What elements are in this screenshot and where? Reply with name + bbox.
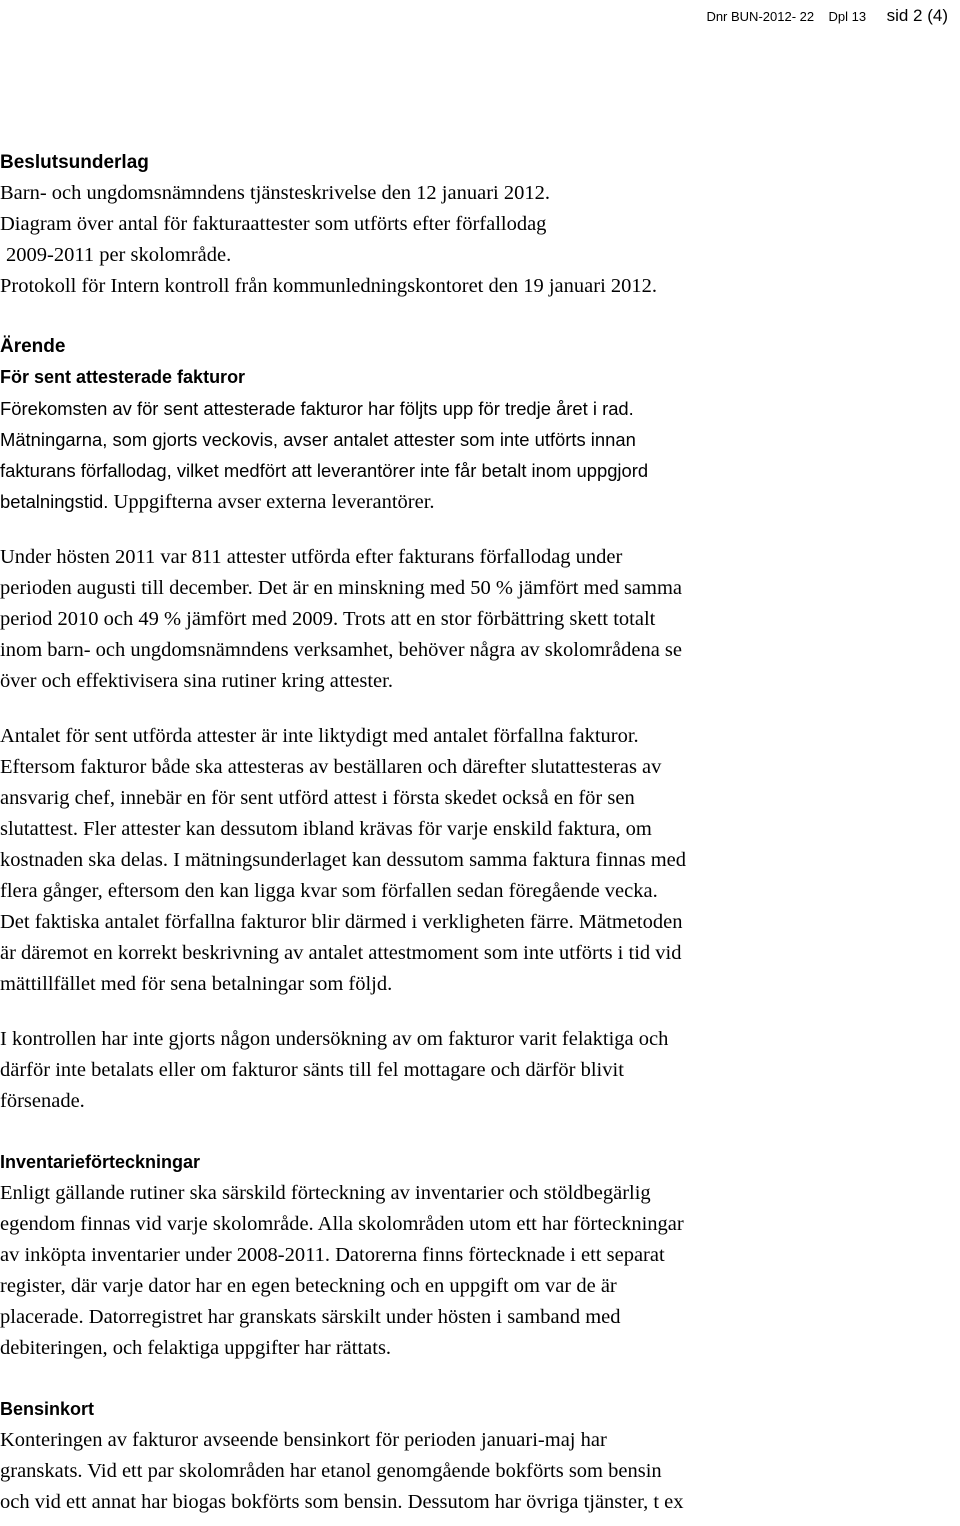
paragraph-inventory	[0, 1178, 950, 1364]
paragraph-line	[0, 486, 950, 518]
paragraph-autumn-2011	[0, 542, 950, 697]
page-header	[706, 6, 948, 26]
beslutsunderlag-item: Protokoll för Intern kontroll från kommunledningskontoret den 19 januari 2012.	[0, 275, 658, 297]
heading-bensinkort: Bensinkort	[0, 1399, 95, 1419]
paragraph-fuel-cards	[0, 1425, 950, 1518]
paragraph-line-part: Det är en minskning med 50 % jämfört med samma	[252, 577, 683, 599]
document-body	[0, 148, 950, 1518]
paragraph-line: över och effektivisera sina rutiner kring attester.	[0, 670, 393, 692]
paragraph-line: I kontrollen har inte gjorts någon undersökning av om fakturor varit felaktiga och	[0, 1028, 669, 1050]
paragraph-line-part: betalningstid.	[0, 491, 109, 512]
paragraph-line: placerade. Datorregistret har granskats särskilt under hösten i samband med	[0, 1306, 621, 1328]
heading-arende: Ärende	[0, 336, 66, 357]
paragraph-attest-count	[0, 721, 950, 1000]
paragraph-line: och vid ett annat har biogas bokförts som bensin. Dessutom har övriga tjänster, t ex	[0, 1491, 684, 1513]
section-bensinkort	[0, 1394, 950, 1518]
paragraph-line: Mätningarna, som gjorts veckovis, avser antalet attester som inte utförts innan	[0, 429, 636, 450]
paragraph-line: Under hösten 2011 var 811 attester utförda efter fakturans förfallodag under	[0, 546, 623, 568]
paragraph-line: därför inte betalats eller om fakturor sänts till fel mottagare och därför blivit	[0, 1059, 624, 1081]
paragraph-line: granskats. Vid ett par skolområden har etanol genomgående bokförts som bensin	[0, 1460, 662, 1482]
paragraph-line-part: period 2010 och 49 % jämfört med 2009.	[0, 608, 339, 630]
paragraph-line: flera gånger, eftersom den kan ligga kvar som förfallen sedan föregående vecka.	[0, 880, 658, 902]
paragraph-line: Antalet för sent utförda attester är inte liktydigt med antalet förfallna fakturor.	[0, 725, 639, 747]
paragraph-line: register, där varje dator har en egen beteckning och en uppgift om var de är	[0, 1275, 617, 1297]
paragraph-line: Det faktiska antalet förfallna fakturor blir därmed i verkligheten färre. Mätmetoden	[0, 911, 683, 933]
page-number: sid 2 (4)	[886, 6, 948, 25]
paragraph-line: försenade.	[0, 1090, 85, 1112]
paragraph-line: Konteringen av fakturor avseende bensinkort för perioden januari-maj har	[0, 1429, 607, 1451]
paragraph-line-part: Trots att en stor förbättring skett totalt	[338, 608, 656, 630]
paragraph-line: slutattest. Fler attester kan dessutom ibland krävas för varje enskild faktura, om	[0, 818, 652, 840]
paragraph-line: av inköpta inventarier under 2008-2011. Datorerna finns förtecknade i ett separat	[0, 1244, 665, 1266]
paragraph-line: Förekomsten av för sent attesterade fakturor har följts upp för tredje året i rad.	[0, 398, 634, 419]
paragraph-line: fakturans förfallodag, vilket medfört att leverantörer inte får betalt inom uppgjord	[0, 460, 649, 481]
subheading-late-invoices: För sent attesterade fakturor	[0, 367, 246, 387]
paragraph-line: Eftersom fakturor både ska attesteras av beställaren och därefter slutattesteras av	[0, 756, 662, 778]
paragraph-line-part: Uppgifterna avser externa leverantörer.	[113, 491, 435, 513]
paragraph-line: debiteringen, och felaktiga uppgifter har rättats.	[0, 1337, 392, 1359]
paragraph-control-scope	[0, 1024, 950, 1117]
beslutsunderlag-item: Barn- och ungdomsnämndens tjänsteskrivelse den 12 januari 2012.	[0, 182, 550, 204]
paragraph-line	[0, 604, 950, 635]
document-dpl: Dpl 13	[828, 9, 867, 24]
paragraph-line: är däremot en korrekt beskrivning av antalet attestmoment som inte utförts i tid vid	[0, 942, 682, 964]
paragraph-line: mättillfället med för sena betalningar som följd.	[0, 973, 393, 995]
paragraph-line	[0, 573, 950, 604]
paragraph-line: ansvarig chef, innebär en för sent utförd attest i första skedet också en för sen	[0, 787, 635, 809]
beslutsunderlag-item: 2009-2011 per skolområde.	[6, 244, 232, 266]
section-arende	[0, 332, 950, 1117]
paragraph-line: inom barn- och ungdomsnämndens verksamhet, behöver några av skolområdena se	[0, 639, 682, 661]
paragraph-line: kostnaden ska delas. I mätningsunderlaget kan dessutom samma faktura finnas med	[0, 849, 686, 871]
section-inventarieforteckningar	[0, 1147, 950, 1364]
paragraph-line: egendom finnas vid varje skolområde. Alla skolområden utom ett har förteckningar	[0, 1213, 684, 1235]
heading-beslutsunderlag: Beslutsunderlag	[0, 152, 149, 173]
paragraph-line: Enligt gällande rutiner ska särskild förteckning av inventarier och stöldbegärlig	[0, 1182, 651, 1204]
beslutsunderlag-list	[0, 178, 950, 302]
document-reference: Dnr BUN-2012- 22	[706, 9, 815, 24]
paragraph-intro	[0, 393, 950, 518]
heading-inventarieforteckningar: Inventarieförteckningar	[0, 1152, 201, 1172]
beslutsunderlag-item: Diagram över antal för fakturaattester som utförts efter förfallodag	[0, 213, 547, 235]
paragraph-line-part: perioden augusti till december.	[0, 577, 253, 599]
section-beslutsunderlag	[0, 148, 950, 302]
